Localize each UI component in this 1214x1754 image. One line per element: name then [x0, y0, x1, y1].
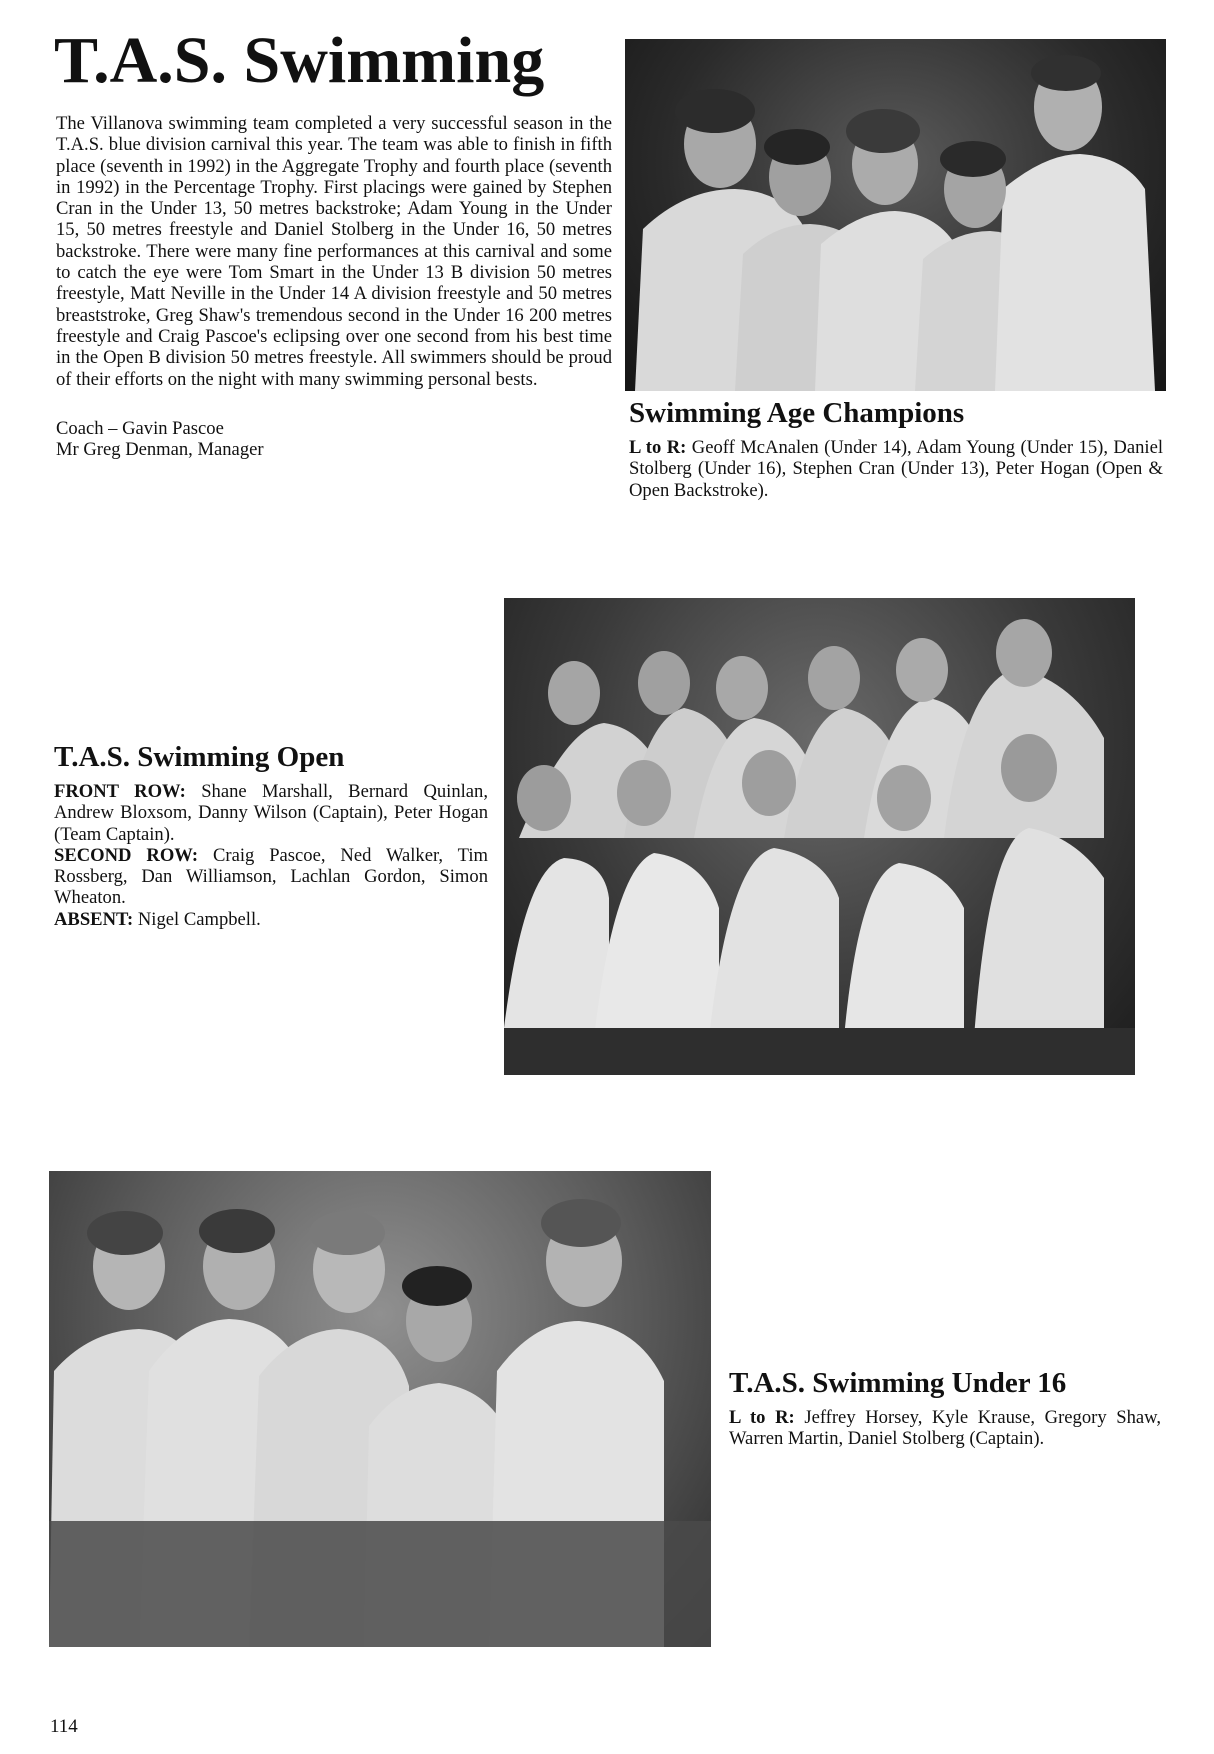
second-row-names: Craig Pascoe, Ned Walker, Tim Rossberg, Dan Williamson, Lachlan Gordon, Simon Wheaton.: [54, 844, 488, 909]
page-title: T.A.S. Swimming: [54, 24, 545, 97]
under16-figures: [49, 1171, 711, 1647]
under16-label: L to R:: [729, 1407, 795, 1428]
age-champions-caption: [629, 437, 1163, 501]
under16-names: Jeffrey Horsey, Kyle Krause, Gregory Shaw, Warren Martin, Daniel Stolberg (Captain).: [729, 1407, 1161, 1450]
age-champions-figures: [625, 39, 1166, 391]
credits: [56, 418, 264, 461]
intro-paragraph: The Villanova swimming team completed a very successful season in the T.A.S. blue division carnival this year. The team was able to finish in fifth place (seventh in 1992) in the Aggregate Trophy and fourth place (seventh in 1992) in the Percentage Trophy. First placings were gained by Stephen Cran in the Under 13, 50 metres backstroke; Adam Young in the Under 15, 50 metres freestyle and Daniel Stolberg in the Under 16, 50 metres backstroke. There were many fine performances at this carnival and some to catch the eye were Tom Smart in the Under 13 B division 50 metres freestyle, Matt Neville in the Under 14 A division freestyle and 50 metres breaststroke, Greg Shaw's tremendous second in the Under 16 200 metres freestyle and Craig Pascoe's eclipsing over one second from his best time in the Open B division 50 metres freestyle. All swimmers should be proud of their efforts on the night with many swimming personal bests.: [56, 113, 612, 390]
page-number: 114: [50, 1716, 78, 1737]
front-row-label: FRONT ROW:: [54, 781, 186, 802]
under16-caption: [729, 1407, 1161, 1450]
manager-line: Mr Greg Denman, Manager: [56, 439, 264, 461]
absent-names: Nigel Campbell.: [133, 908, 261, 930]
second-row-label: SECOND ROW:: [54, 844, 199, 866]
age-champions-photo: [625, 39, 1166, 391]
under16-photo: [49, 1171, 711, 1647]
open-team-figures: [504, 598, 1135, 1075]
age-champions-label: L to R:: [629, 437, 687, 458]
front-row-names: Shane Marshall, Bernard Quinlan, Andrew Bloxsom, Danny Wilson (Captain), Peter Hogan (Team Captain).: [54, 781, 488, 845]
open-team-photo: [504, 598, 1135, 1075]
age-champions-names: Geoff McAnalen (Under 14), Adam Young (Under 15), Daniel Stolberg (Under 16), Stephen Cran (Under 13), Peter Hogan (Open & Open Backstroke).: [629, 437, 1163, 501]
under16-title: T.A.S. Swimming Under 16: [729, 1367, 1067, 1399]
open-team-caption: [54, 781, 488, 930]
absent-label: ABSENT:: [54, 908, 134, 930]
open-team-title: T.A.S. Swimming Open: [54, 741, 345, 773]
coach-line: Coach – Gavin Pascoe: [56, 418, 224, 439]
age-champions-title: Swimming Age Champions: [629, 397, 965, 429]
